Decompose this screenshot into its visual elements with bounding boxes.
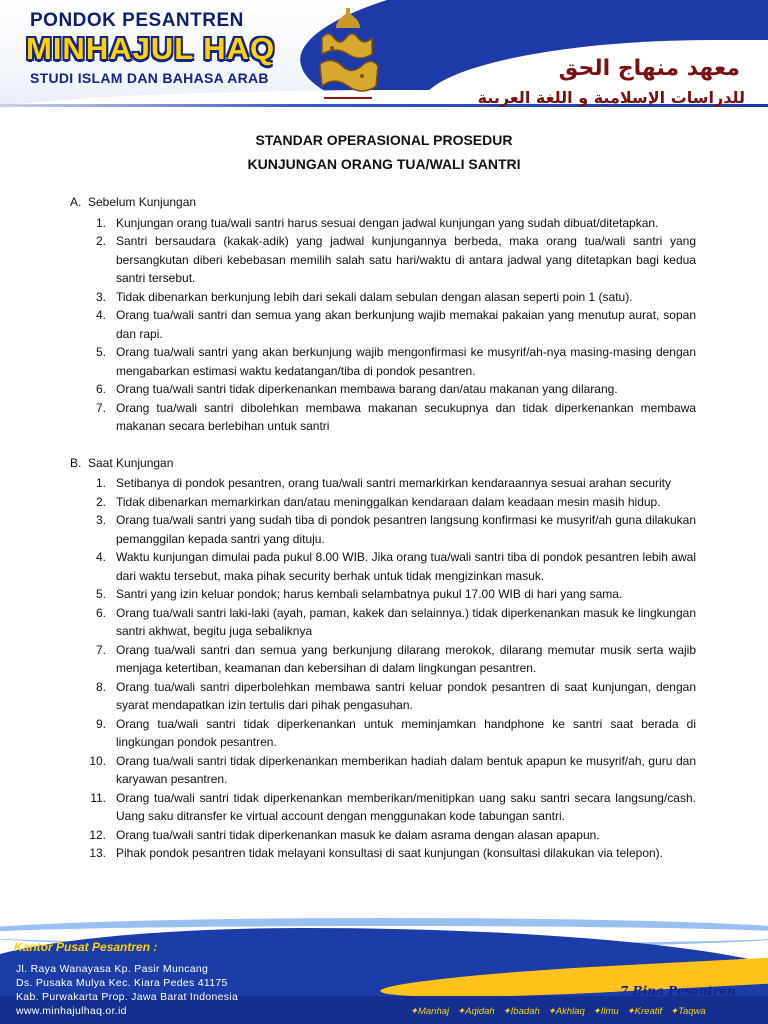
letterhead: [0, 0, 768, 118]
value-item: ✦ Akhlaq: [548, 1006, 585, 1017]
section-b-letter: B.: [70, 455, 82, 470]
list-item: [70, 511, 696, 548]
item-number: 5.: [95, 587, 106, 601]
section-b-list: [70, 474, 696, 863]
value-item: ✦ Aqidah: [457, 1006, 495, 1017]
item-number: 1.: [95, 215, 106, 230]
item-text: Orang tua/wali santri tidak diperkenankan masuk ke dalam asrama dengan alasan apapun.: [116, 827, 600, 842]
item-number: 4.: [95, 550, 106, 564]
item-text: Tidak dibenarkan memarkirkan dan/atau meninggalkan kendaraan dalam keadaan mesin masih hidup.: [116, 494, 661, 509]
brand-tagline: STUDI ISLAM DAN BAHASA ARAB: [30, 70, 269, 86]
item-text: Orang tua/wali santri diperbolehkan membawa santri keluar pondok pesantren di saat kunjungan, dengan syarat mendapatkan izin tertulis dari pihak pengasuhan.: [116, 679, 696, 712]
list-item: [70, 641, 696, 678]
item-text: Setibanya di pondok pesantren, orang tua/wali santri memarkirkan kendaraannya sesuai arahan security: [116, 476, 671, 490]
section-a-title: Sebelum Kunjungan: [88, 195, 197, 209]
item-number: 8.: [95, 679, 106, 694]
list-item: [70, 548, 696, 585]
bina-pesantren-label: 7 Bina Pesantren: [620, 984, 736, 998]
value-item: ✦ Kreatif: [627, 1006, 662, 1017]
list-item: [70, 752, 696, 789]
value-item: ✦ Ilmu: [593, 1006, 619, 1017]
item-text: Orang tua/wali santri laki-laki (ayah, paman, kakek dan selainnya.) tidak diperkenankan masuk ke lingkungan santri akhwat, begitu juga sebaliknya: [116, 605, 696, 638]
list-item: [70, 604, 696, 641]
list-item: [70, 585, 696, 604]
item-text: Orang tua/wali santri yang sudah tiba di pondok pesantren langsung konfirmasi ke musyrif/ah guna dilakukan pemanggilan kepada santri yang dituju.: [116, 513, 696, 546]
item-number: 13.: [89, 846, 106, 860]
brand-line1: PONDOK PESANTREN: [30, 10, 244, 31]
school-logo-icon: [312, 8, 384, 108]
letterhead-footer: [0, 906, 768, 1024]
item-number: 2.: [95, 494, 106, 509]
item-text: Orang tua/wali santri yang akan berkunjung wajib mengonfirmasi ke musyrif/ah-nya masing-masing dengan mengabarkan estimasi waktu kedatangan/tiba di pondok pesantren.: [116, 345, 696, 378]
office-label: Kantor Pusat Pesantren :: [14, 940, 158, 954]
item-number: 7.: [95, 642, 106, 657]
item-text: Tidak dibenarkan berkunjung lebih dari sekali dalam sebulan dengan alasan seperti poin 1 (satu).: [116, 289, 633, 304]
list-item: [70, 826, 696, 845]
document-body: [70, 193, 696, 863]
item-text: Orang tua/wali santri tidak diperkenankan memberikan hadiah dalam bentuk apapun ke musyrif/ah, guru dan karyawan pesantren.: [116, 753, 696, 786]
value-item: ✦ Ibadah: [503, 1006, 540, 1017]
item-number: 2.: [95, 234, 106, 248]
section-b-heading: [70, 454, 696, 473]
item-text: Pihak pondok pesantren tidak melayani konsultasi di saat kunjungan (konsultasi dilakukan via telepon).: [116, 846, 664, 860]
list-item: [70, 789, 696, 826]
item-number: 3.: [95, 289, 106, 304]
item-number: 10.: [89, 753, 106, 768]
item-text: Orang tua/wali santri dan semua yang berkunjung dilarang merokok, dilarang memutar musik serta wajib menjaga ketertiban, keamanan dan kebersihan di dalam lingkungan pesantren.: [116, 642, 696, 675]
item-text: Kunjungan orang tua/wali santri harus sesuai dengan jadwal kunjungan yang sudah dibuat/ditetapkan.: [116, 215, 659, 230]
arabic-school-name: معهد منهاج الحق: [558, 56, 740, 81]
list-item: [70, 474, 696, 493]
value-item: ✦ Taqwa: [670, 1006, 706, 1017]
document-subtitle: KUNJUNGAN ORANG TUA/WALI SANTRI: [247, 156, 521, 172]
item-number: 1.: [95, 476, 106, 490]
item-number: 4.: [95, 308, 106, 322]
list-item: [70, 715, 696, 752]
address-line: Ds. Pusaka Mulya Kec. Kiara Pedes 41175: [16, 977, 228, 989]
item-text: Santri bersaudara (kakak-adik) yang jadwal kunjungannya berbeda, maka orang tua/wali santri yang bersangkutan diberi kebebasan memilih salah satu hari/waktu di antara jadwal yang ditetapkan bagi kedua santri tersebut.: [116, 234, 696, 285]
values-row: [410, 1006, 768, 1017]
item-number: 12.: [89, 827, 106, 842]
item-text: Orang tua/wali santri dan semua yang akan berkunjung wajib memakai pakaian yang menutup aurat, sopan dan rapi.: [116, 308, 696, 341]
item-number: 3.: [95, 513, 106, 527]
item-text: Orang tua/wali santri tidak diperkenankan untuk meminjamkan handphone ke santri saat berada di lingkungan pondok pesantren.: [116, 716, 696, 749]
list-item: [70, 288, 696, 307]
address-line: Jl. Raya Wanayasa Kp. Pasir Muncang: [16, 963, 209, 975]
item-text: Orang tua/wali santri dibolehkan membawa makanan secukupnya dan tidak diperkenankan membawa makanan secara berlebihan untuk santri: [116, 400, 696, 433]
value-item: ✦ Manhaj: [410, 1006, 449, 1017]
item-text: Waktu kunjungan dimulai pada pukul 8.00 WIB. Jika orang tua/wali santri tiba di pondok pesantren lebih awal dari waktu tersebut, maka pihak security berhak untuk tidak mengizinkan masuk.: [116, 550, 696, 583]
item-text: Orang tua/wali santri tidak diperkenankan membawa barang dan/atau makanan yang dilarang.: [116, 382, 618, 396]
website-link[interactable]: www.minhajulhaq.or.id: [16, 1005, 127, 1017]
list-item: [70, 493, 696, 512]
item-number: 9.: [95, 716, 106, 731]
item-text: Santri yang izin keluar pondok; harus kembali selambatnya pukul 17.00 WIB di hari yang sama.: [116, 587, 623, 601]
item-text: Orang tua/wali santri tidak diperkenankan memberikan/menitipkan uang saku santri secara langsung/cash. Uang saku ditransfer ke virtual account dengan menggunakan kode tabungan santri.: [116, 790, 696, 823]
list-item: [70, 343, 696, 380]
item-number: 7.: [95, 400, 106, 415]
item-number: 5.: [95, 345, 106, 359]
item-number: 6.: [95, 605, 106, 620]
section-a-heading: [70, 193, 696, 212]
item-number: 11.: [90, 790, 106, 805]
list-item: [70, 232, 696, 288]
item-number: 6.: [95, 382, 106, 396]
list-item: [70, 678, 696, 715]
list-item: [70, 380, 696, 399]
arabic-school-tagline: للدراسات الإسلامية و اللغة العربية: [477, 88, 745, 107]
section-a-letter: A.: [70, 195, 82, 209]
section-b-title: Saat Kunjungan: [88, 455, 174, 470]
address-line: Kab. Purwakarta Prop. Jawa Barat Indonesia: [16, 991, 239, 1003]
list-item: [70, 214, 696, 233]
list-item: [70, 306, 696, 343]
document-title: STANDAR OPERASIONAL PROSEDUR: [255, 132, 513, 148]
section-a-list: [70, 214, 696, 436]
brand-name: MINHAJUL HAQ: [26, 31, 276, 66]
list-item: [70, 399, 696, 436]
list-item: [70, 844, 696, 863]
